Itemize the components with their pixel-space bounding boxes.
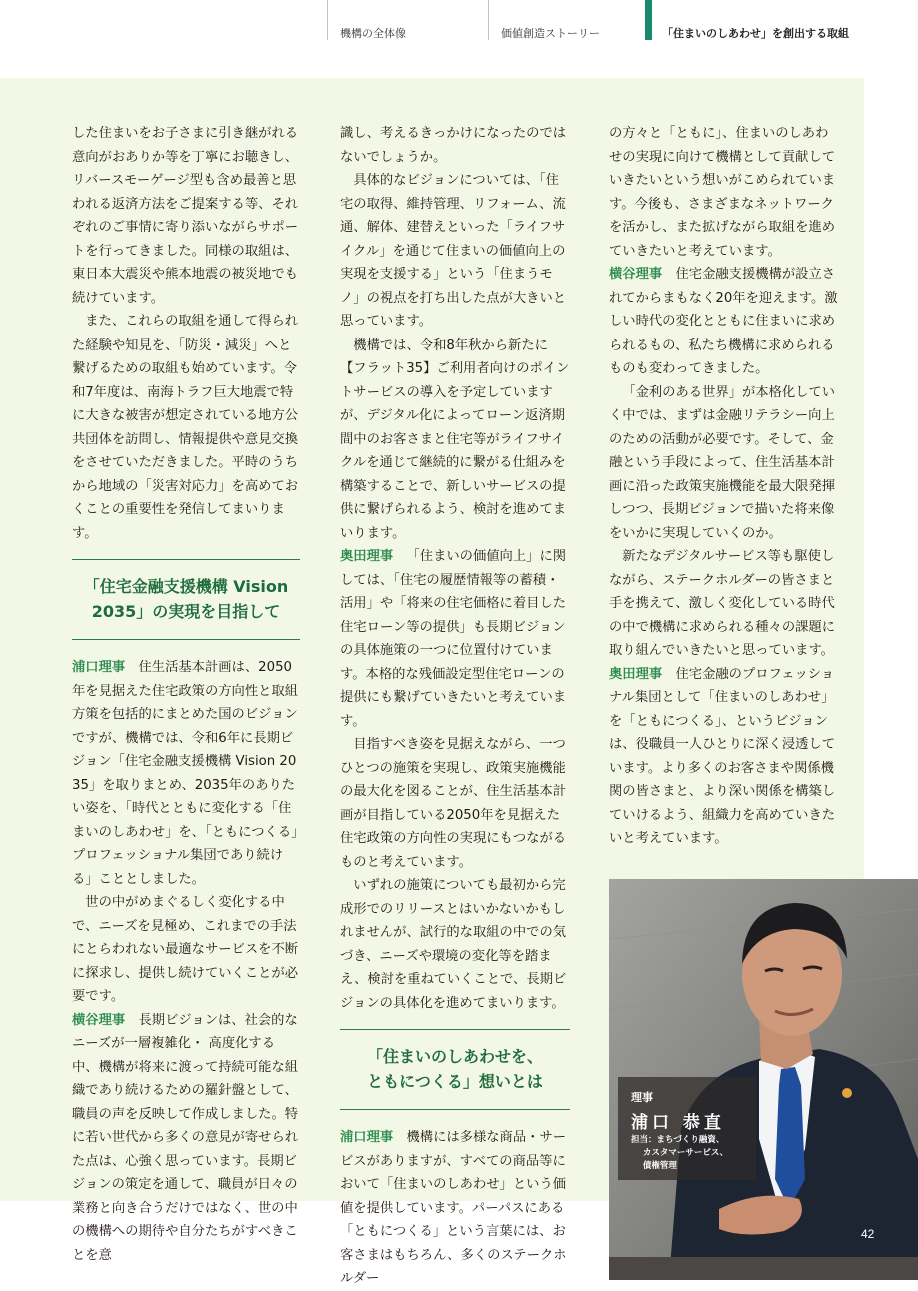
heading-line: 「住まいのしあわせを、 — [366, 1047, 543, 1066]
speaker-paragraph — [340, 1126, 570, 1291]
speaker-text: 住生活基本計画は、2050年を見据えた住宅政策の方向性と取組方策を包括的にまとめた国のビジョンですが、機構では、令和6年に長期ビジョン「住宅金融支援機構 Vision 2035」を取りまとめ、2035年のありたい姿を、「時代とともに変化する「住まいのしあわせ」を、「ともにつくる」プロフェッショナル集団であり続ける」こととしました。 — [72, 660, 299, 887]
speaker-name: 横谷理事 — [72, 1012, 126, 1028]
heading-line: ともにつくる」想いとは — [367, 1072, 543, 1091]
speaker-name: 横谷理事 — [609, 267, 663, 282]
speaker-paragraph — [340, 545, 570, 733]
paragraph: 具体的なビジョンについては、「住宅の取得、維持管理、リフォーム、流通、解体、建替えといった「ライフサイクル」を通じて住まいの価値向上の実現を支援する」という「住まうモノ」の視点を打ち出した点が大きいと思っています。 — [340, 173, 567, 329]
nav-tab-value-story[interactable] — [488, 0, 644, 40]
caption-name: 浦口 恭直 — [631, 1113, 725, 1133]
responsibility-line: 担当：まちづくり融資、 — [631, 1135, 725, 1145]
nav-label: 機構の全体像 — [340, 27, 406, 40]
heading-line: 「住宅金融支援機構 Vision — [83, 577, 289, 596]
speaker-paragraph — [72, 656, 300, 891]
photo-caption — [618, 1077, 756, 1180]
speaker-name: 奥田理事 — [340, 549, 394, 564]
caption-role: 理事 — [631, 1091, 653, 1104]
nav-tab-overview[interactable] — [327, 0, 487, 40]
nav-active-marker — [645, 0, 652, 40]
paragraph: 「金利のある世界」が本格化していく中では、まずは金融リテラシー向上のための活動が必要です。そして、金融という手段によって、住生活基本計画に沿った政策実施機能を最大限発揮しつつ、長期ビジョンで描いた将来像をいかに実現していくのか。 — [609, 384, 836, 541]
speaker-name: 浦口理事 — [340, 1130, 394, 1145]
responsibility-line: カスタマーサービス、 — [642, 1148, 729, 1158]
section-heading-purpose — [340, 1029, 570, 1110]
speaker-name: 奥田理事 — [609, 666, 663, 682]
responsibility-line: 債権管理 — [642, 1161, 677, 1171]
speaker-text: 機構には多様な商品・サービスがありますが、すべての商品等において「住まいのしあわせ」という価値を提供しています。パーパスにある「ともにつくる」という言葉には、お客さまはもちろん、多くのステークホルダー — [340, 1130, 567, 1286]
paragraph: また、これらの取組を通して得られた経験や知見を、「防災・減災」へと繋げるための取組も始めています。令和7年度は、南海トラフ巨大地震で特に大きな被害が想定されている地方公共団体を訪問し、情報提供や意見交換をさせていただきました。平時のうちから地域の「災害対応力」を高めておくことの重要性を発信してまいります。 — [72, 314, 299, 541]
paragraph: 新たなデジタルサービス等も駆使しながら、ステークホルダーの皆さまと手を携えて、激しく変化している時代の中で機構に求められる種々の課題に取り組んでいきたいと思っています。 — [609, 549, 836, 658]
nav-divider — [327, 0, 328, 40]
caption-responsibilities — [631, 1134, 728, 1173]
speaker-text: 「住まいの価値向上」に関しては、「住宅の履歴情報等の蓄積・活用」や「将来の住宅価格に着目した住宅ローン等の提供」も長期ビジョンの具体施策の一つに位置付けています。本格的な残価設定型住宅ローンの提供にも繋げていきたいと考えています。 — [340, 549, 567, 729]
paragraph: の方々と「ともに」、住まいのしあわせの実現に向けて機構として貢献していきたいという想いがこめられています。今後も、さまざまなネットワークを活かし、また拡げながら取組を進めていきたいと考えています。 — [609, 126, 836, 259]
heading-line: 2035」の実現を目指して — [91, 602, 281, 621]
nav-tab-initiatives[interactable] — [645, 0, 918, 40]
paragraph: 識し、考えるきっかけになったのではないでしょうか。 — [340, 126, 567, 165]
paragraph: 機構では、令和8年秋から新たに【フラット35】ご利用者向けのポイントサービスの導入を予定していますが、デジタル化によってローン返済期間中のお客さまと住宅等がライフサイクルを通じて継続的に繋がる仕組みを構築することで、新しいサービスの提供に繋げられるよう、検討を進めてまいります。 — [340, 337, 570, 541]
section-heading-vision — [72, 559, 300, 640]
paragraph: 目指すべき姿を見据えながら、一つひとつの施策を実現し、政策実施機能の最大化を図ることが、住生活基本計画が目指している2050年を見据えた住宅政策の方向性の実現にもつながるものと考えています。 — [340, 737, 567, 870]
nav-label: 「住まいのしあわせ」を創出する取組 — [662, 27, 849, 40]
paragraph: 世の中がめまぐるしく変化する中で、ニーズを見極め、これまでの手法にとらわれない最適なサービスを不断に探求し、提供し続けていくことが必要です。 — [72, 895, 299, 1004]
paragraph: した住まいをお子さまに引き継がれる意向がおありか等を丁寧にお聴きし、リバースモーゲージ型も含め最善と思われる返済方法をご提案する等、それぞれのご事情に寄り添いながらサポートを行ってきました。同様の取組は、東日本大震災や熊本地震の被災地でも続けています。 — [72, 126, 299, 306]
speaker-paragraph — [609, 263, 839, 381]
text-column-1 — [72, 122, 300, 1267]
paragraph: いずれの施策についても最初から完成形でのリリースとはいかないかもしれませんが、試行的な取組の中での気づき、ニーズや環境の変化等を踏まえ、検討を重ねていくことで、長期ビジョンの具体化を進めてまいります。 — [340, 878, 567, 1011]
nav-divider — [488, 0, 489, 40]
speaker-text: 住宅金融のプロフェッショナル集団として「住まいのしあわせ」を「ともにつくる」、というビジョンは、役職員一人ひとりに深く浸透しています。より多くのお客さまや関係機関の皆さまと、より深い関係を構築していけるよう、組織力を高めていきたいと考えています。 — [609, 666, 836, 846]
nav-label: 価値創造ストーリー — [501, 27, 600, 40]
speaker-paragraph — [609, 663, 839, 851]
text-column-2 — [340, 122, 570, 1291]
text-column-3 — [609, 122, 839, 851]
page-number: 42 — [861, 1227, 875, 1241]
speaker-name: 浦口理事 — [72, 660, 126, 675]
speaker-paragraph — [72, 1009, 300, 1268]
speaker-text: 長期ビジョンは、社会的なニーズが一層複雑化・ 高度化する中、機構が将来に渡って持続可能な組織であり続けるための羅針盤として、職員の声を反映して作成しました。特に若い世代から多くの意見が寄せられた点は、心強く思っています。長期ビジョンの策定を通して、職員が日々の業務と向き合うだけではなく、世の中の機構への期待や自分たちがすべきことを意 — [72, 1012, 299, 1263]
speaker-text: 住宅金融支援機構が設立されてからまもなく20年を迎えます。激しい時代の変化とともに住まいに求められるもの、私たち機構に求められるものも変わってきました。 — [609, 267, 838, 376]
